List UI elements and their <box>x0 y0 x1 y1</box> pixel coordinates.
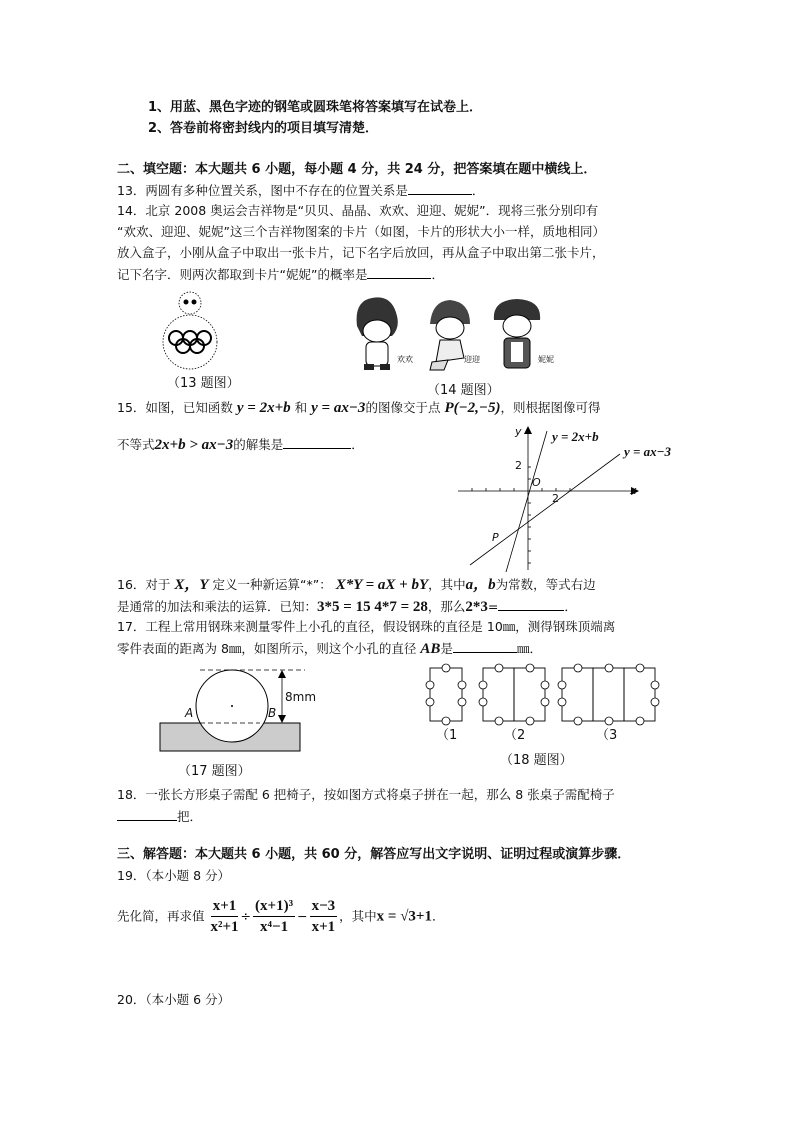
q18-label-1: （1 <box>436 728 458 743</box>
q16-ask: 2*3 <box>465 599 488 615</box>
q15-point: P(−2,−5) <box>444 400 501 416</box>
q19-mid: ，其中 <box>339 908 377 924</box>
q17-answer-blank[interactable] <box>453 639 517 653</box>
q19-f3-numerator: x−3 <box>310 896 338 917</box>
mascot-label-nini: 妮妮 <box>538 355 554 364</box>
q17-caption: （17 题图） <box>178 764 251 779</box>
q13-question: 13．两圆有多种位置关系，图中不存在的位置关系是 <box>117 183 408 198</box>
q20-header: 20．（本小题 6 分） <box>117 992 231 1007</box>
line-y-2x-plus-b <box>506 431 547 572</box>
q16-mid2: ，其中 <box>428 577 466 592</box>
q13-answer-blank[interactable] <box>408 181 472 195</box>
mascot-huanhuan-icon <box>357 297 398 370</box>
graph-x-tick-2: 2 <box>552 492 559 505</box>
q16-consts: a，b <box>465 577 496 593</box>
q15-answer-blank[interactable] <box>283 435 351 449</box>
q18-line2 <box>117 807 202 826</box>
section2-title: 二、填空题：本大题共 6 小题，每小题 4 分，共 24 分，把答案填在题中横线上． <box>117 162 597 177</box>
q15-line2-prefix: 不等式 <box>117 437 155 452</box>
graph-line2-label: y = ax−3 <box>624 444 672 459</box>
q16-prefix: 16．对于 <box>117 577 171 592</box>
q19-value: x = √3+1 <box>376 908 432 925</box>
q15-end: ． <box>351 437 364 452</box>
graph-point-p-label: P <box>492 531 499 544</box>
graph-y-label: y <box>515 425 522 438</box>
q16-vars: X，Y <box>174 577 209 593</box>
q14-line1: 14．北京 2008 奥运会吉祥物是“贝贝、晶晶、欢欢、迎迎、妮妮”．现将三张分别印有 <box>117 203 599 218</box>
q16-line2 <box>117 597 577 616</box>
q19-f1-denominator: x²+1 <box>210 919 239 935</box>
mascot-label-huanhuan: 欢欢 <box>397 355 413 364</box>
q16-definition: X*Y = aX + bY <box>335 577 429 593</box>
q19-formula-line <box>117 896 444 937</box>
q18-label-2: （2 <box>504 728 526 743</box>
q13-end: ． <box>471 183 485 198</box>
q15-suffix: ，则根据图像可得 <box>500 400 601 415</box>
q19-f3-denominator: x+1 <box>311 919 336 935</box>
section3-title: 三、解答题：本大题共 6 小题，共 60 分，解答应写出文字说明、证明过程或演算步骤． <box>117 847 631 862</box>
q17-line2-mid: 是 <box>440 641 453 656</box>
q17-figure <box>160 665 320 755</box>
y-axis-arrow-icon <box>524 426 532 434</box>
arrow-down-icon <box>278 715 286 723</box>
mascot-label-yingying: 迎迎 <box>464 355 480 364</box>
q13-figure <box>160 292 220 372</box>
q14-line4 <box>117 265 444 284</box>
graph-y-tick-2: 2 <box>515 459 522 472</box>
q18-line1: 18．一张长方形桌子需配 6 把椅子，按如图方式将桌子拼在一起，那么 8 张桌子需配椅子 <box>117 787 615 802</box>
q15-line2-suffix: 的解集是 <box>233 437 284 452</box>
q17-line2 <box>117 639 542 658</box>
q16-suffix: 为常数，等式右边 <box>495 577 596 592</box>
q17-line2-prefix: 零件表面的距离为 8㎜，如图所示，则这个小孔的直径 <box>117 641 417 656</box>
q16-eq: = <box>487 599 499 614</box>
q13-text <box>117 181 484 200</box>
q13-caption: （13 题图） <box>167 376 240 391</box>
q19-div: ÷ <box>240 908 252 924</box>
q16-given: 3*5 = 15 4*7 = 28 <box>317 599 428 615</box>
q15-line1 <box>117 399 601 417</box>
q19-end: ． <box>431 908 445 924</box>
instruction-2: 2、答卷前将密封线内的项目填写清楚． <box>148 121 379 136</box>
q17-distance-label: 8mm <box>285 690 317 704</box>
q15-function2: y = ax−3 <box>311 400 366 416</box>
q19-header: 19．（本小题 8 分） <box>117 868 231 883</box>
q14-question: 记下名字．则两次都取到卡片“妮妮”的概率是 <box>117 267 368 282</box>
q18-figure <box>420 662 670 728</box>
q17-point-a: A <box>185 706 194 720</box>
graph-origin-label: O <box>532 476 541 489</box>
q16-line2-mid: ，那么 <box>427 599 466 614</box>
q17-point-b: B <box>268 706 277 720</box>
q15-mid: 的图像交于点 <box>365 400 441 415</box>
q18-end: 把． <box>177 809 203 824</box>
q15-prefix: 15．如图，已知函数 <box>117 400 233 415</box>
q15-inequality: 2x+b > ax−3 <box>154 437 234 453</box>
q18-label-3: （3 <box>596 728 618 743</box>
q14-caption: （14 题图） <box>427 383 500 398</box>
q14-end: ． <box>431 267 444 282</box>
q16-answer-blank[interactable] <box>498 597 564 611</box>
graph-line1-label: y = 2x+b <box>552 429 599 444</box>
instruction-1: 1、用蓝、黑色字迹的钢笔或圆珠笔将答案填写在试卷上． <box>148 100 483 115</box>
q19-f1-numerator: x+1 <box>211 896 239 917</box>
q19-f2-numerator: (x+1)³ <box>253 896 295 917</box>
q18-answer-blank[interactable] <box>117 807 177 821</box>
q15-function1: y = 2x+b <box>236 400 291 416</box>
arrow-up-icon <box>278 670 286 678</box>
q14-line3: 放入盒子，小刚从盒子中取出一张卡片，记下名字后放回，再从盒子中取出第二张卡片， <box>117 245 605 260</box>
q19-fraction-1 <box>211 896 239 937</box>
q16-line1 <box>117 576 596 594</box>
q16-line2-prefix: 是通常的加法和乘法的运算．已知： <box>117 599 318 614</box>
line-y-ax-minus-3 <box>470 454 620 565</box>
q18-caption: （18 题图） <box>500 753 573 768</box>
graph-x-label: x <box>630 484 637 497</box>
q19-fraction-3 <box>310 896 338 937</box>
q14-answer-blank[interactable] <box>367 265 431 279</box>
q19-f2-denominator: x⁴−1 <box>260 919 289 935</box>
q17-unit: ㎜． <box>516 641 542 656</box>
q17-line1: 17．工程上常用钢珠来测量零件上小孔的直径，假设钢珠的直径是 10㎜，测得钢珠顶端离 <box>117 619 616 634</box>
q15-line2 <box>117 435 364 454</box>
q16-end: ． <box>564 599 577 614</box>
q14-line2: “欢欢、迎迎、妮妮”这三个吉祥物图案的卡片（如图，卡片的形状大小一样，质地相同） <box>117 224 605 239</box>
mascot-nini-icon <box>494 299 540 368</box>
q19-prefix: 先化简，再求值 <box>117 908 205 924</box>
q15-and: 和 <box>294 400 308 415</box>
q19-fraction-2 <box>253 896 295 937</box>
q19-minus: − <box>297 908 308 924</box>
q17-ab: AB <box>420 641 441 657</box>
q16-mid: 定义一种新运算“*”： <box>212 577 332 592</box>
